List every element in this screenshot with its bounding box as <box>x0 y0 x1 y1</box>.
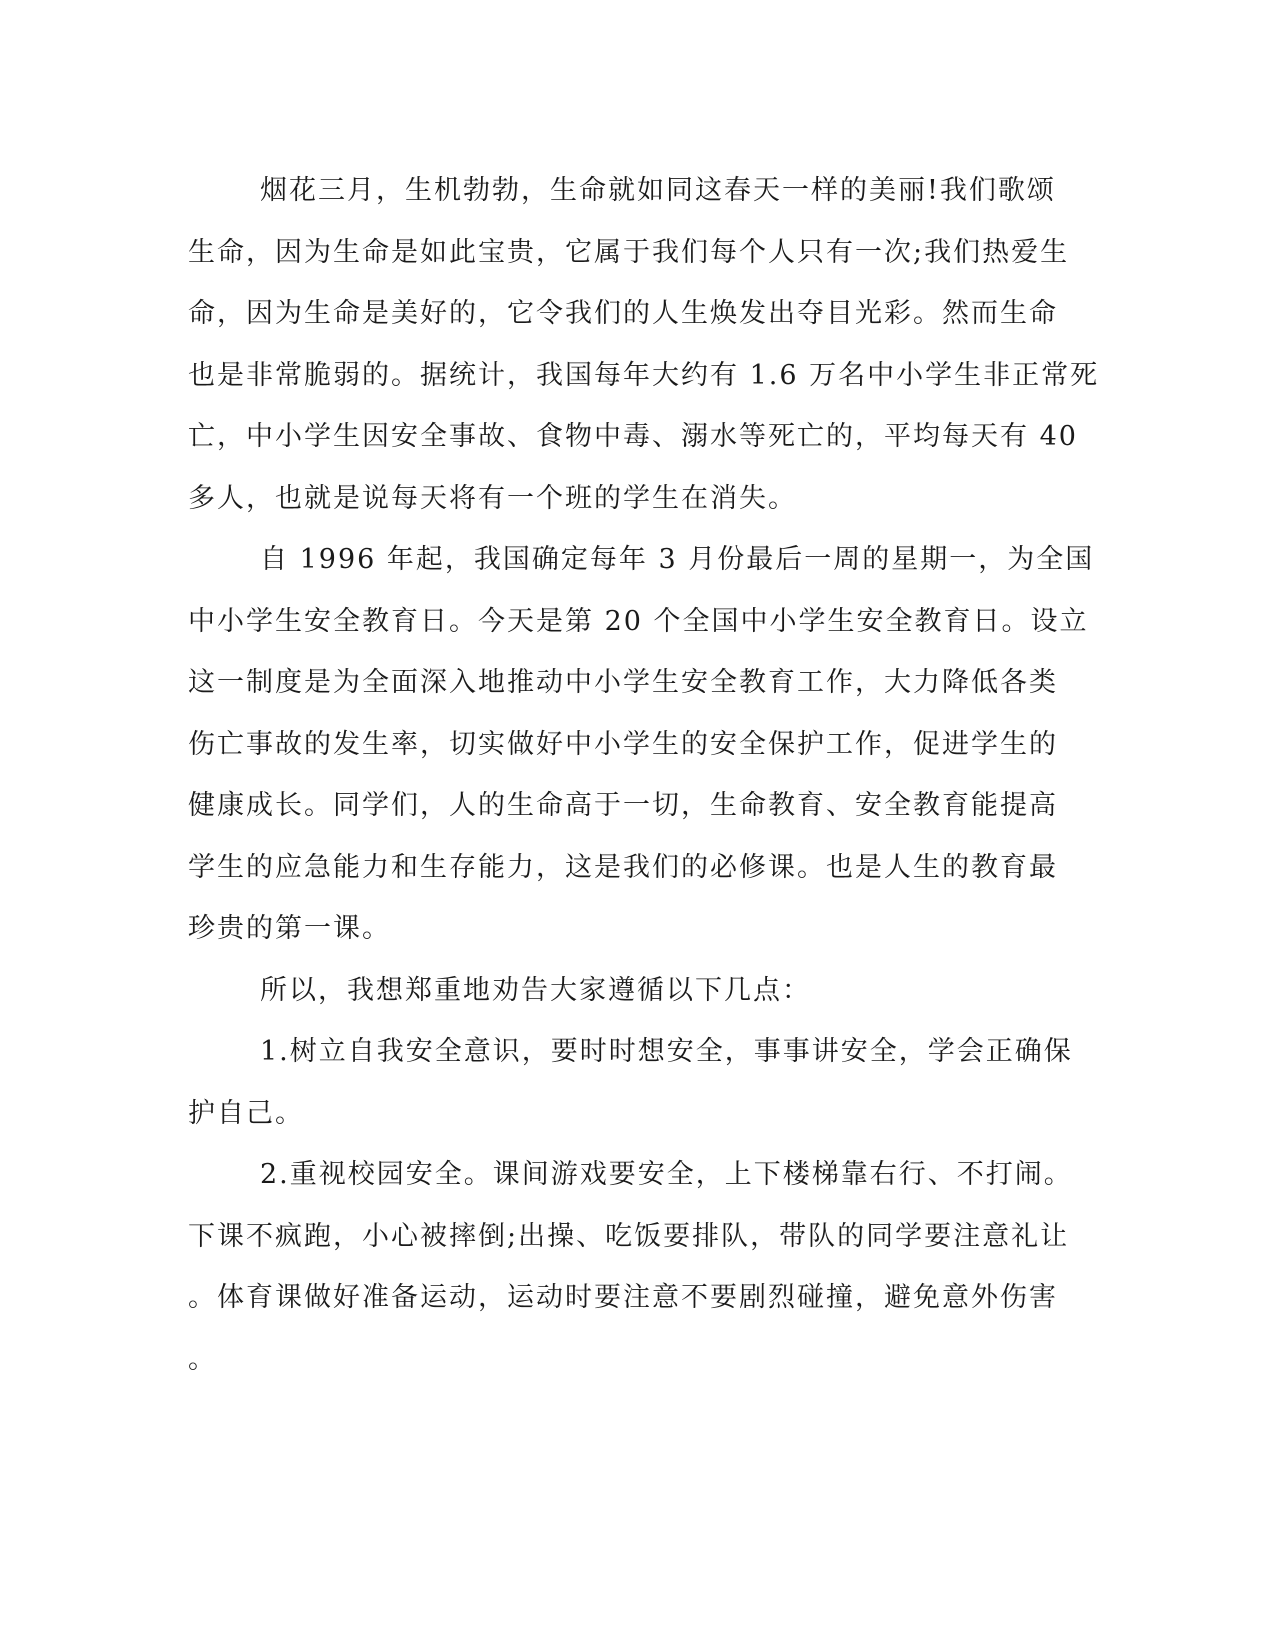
text-line: 健康成长。同学们，人的生命高于一切，生命教育、安全教育能提高 <box>188 790 1058 821</box>
text-line: 。 <box>188 1343 217 1375</box>
text-line: 烟花三月，生机勃勃，生命就如同这春天一样的美丽!我们歌颂 <box>260 175 1056 206</box>
text-line: 护自己。 <box>188 1097 304 1129</box>
paragraph-point-1 <box>188 1021 1088 1144</box>
text-line: 中小学生安全教育日。今天是第 20 个全国中小学生安全教育日。设立 <box>188 605 1089 637</box>
text-line: 所以，我想郑重地劝告大家遵循以下几点： <box>260 974 811 1006</box>
text-line: 命，因为生命是美好的，它令我们的人生焕发出夺目光彩。然而生命 <box>188 298 1058 329</box>
text-line: 1.树立自我安全意识，要时时想安全，事事讲安全，学会正确保 <box>260 1036 1073 1067</box>
text-line: 生命，因为生命是如此宝贵，它属于我们每个人只有一次;我们热爱生 <box>188 236 1070 268</box>
text-line: 2.重视校园安全。课间游戏要安全，上下楼梯靠右行、不打闹。 <box>260 1159 1073 1190</box>
text-line: 多人，也就是说每天将有一个班的学生在消失。 <box>188 482 797 514</box>
text-line: 。体育课做好准备运动，运动时要注意不要剧烈碰撞，避免意外伤害 <box>188 1282 1058 1313</box>
document-body <box>188 160 1100 1390</box>
paragraph-life-statistics <box>188 160 1100 529</box>
text-line: 也是非常脆弱的。据统计，我国每年大约有 1.6 万名中小学生非正常死 <box>188 359 1100 391</box>
paragraph-advice-intro <box>188 960 1088 1022</box>
text-line: 珍贵的第一课。 <box>188 913 391 944</box>
paragraph-safety-day <box>188 529 1095 960</box>
text-line: 自 1996 年起，我国确定每年 3 月份最后一周的星期一，为全国 <box>260 544 1095 575</box>
text-line: 亡，中小学生因安全事故、食物中毒、溺水等死亡的，平均每天有 40 <box>188 421 1078 452</box>
text-line: 下课不疯跑，小心被摔倒;出操、吃饭要排队，带队的同学要注意礼让 <box>188 1220 1070 1252</box>
paragraph-point-2 <box>188 1144 1088 1390</box>
text-line: 学生的应急能力和生存能力，这是我们的必修课。也是人生的教育最 <box>188 851 1058 883</box>
text-line: 伤亡事故的发生率，切实做好中小学生的安全保护工作，促进学生的 <box>188 728 1058 760</box>
text-line: 这一制度是为全面深入地推动中小学生安全教育工作，大力降低各类 <box>188 667 1058 698</box>
